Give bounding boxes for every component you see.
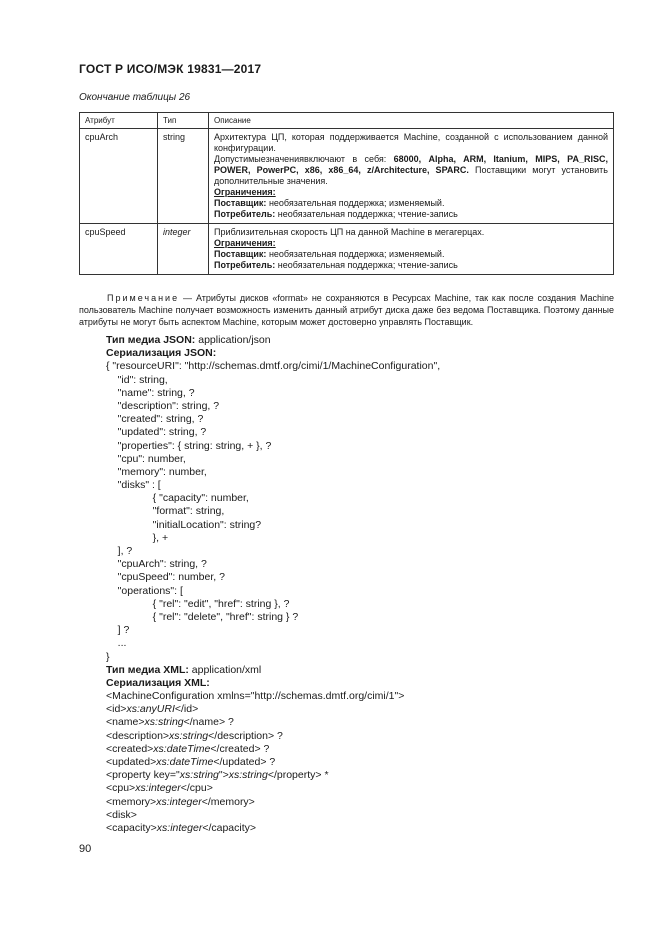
provider-text: необязательная поддержка; изменяемый. xyxy=(266,249,445,259)
code-line xyxy=(106,440,440,453)
code-segment: "initialLocation": string? xyxy=(106,518,262,531)
code-segment: xs:integer xyxy=(156,795,202,808)
code-segment: <property key=" xyxy=(106,769,180,782)
code-segment: </capacity> xyxy=(202,821,257,834)
code-segment: "properties": { string: string, + }, ? xyxy=(106,439,272,452)
code-line xyxy=(106,598,440,611)
code-segment: "format": string, xyxy=(106,505,225,518)
code-line xyxy=(106,426,440,439)
header-description: Описание xyxy=(209,113,614,129)
code-segment: xs:anyURI xyxy=(126,703,175,716)
code-line xyxy=(106,453,440,466)
allowed-list: 68000, Alpha, ARM, Itanium, MIPS, PA_RISC, POWER, PowerPC, x86, x86_64, z/Architecture, SPARC. xyxy=(214,154,608,175)
code-line xyxy=(106,479,440,492)
code-segment: xs:string xyxy=(179,769,219,782)
code-line xyxy=(106,716,440,729)
code-segment: "id": string, xyxy=(106,373,168,386)
attributes-table xyxy=(79,112,614,275)
cell-type: string xyxy=(158,129,209,224)
code-segment: xs:integer xyxy=(156,821,203,834)
code-line xyxy=(106,796,440,809)
restrictions-label: Ограничения: xyxy=(214,187,276,197)
code-line xyxy=(106,558,440,571)
code-segment: "memory": number, xyxy=(106,465,207,478)
page-number: 90 xyxy=(79,843,92,855)
code-segment: application/json xyxy=(195,334,271,346)
code-segment: </memory> xyxy=(201,795,255,808)
cell-attribute: cpuArch xyxy=(80,129,158,224)
provider-line xyxy=(214,249,608,260)
code-line xyxy=(106,505,440,518)
code-segment: Тип медиа XML: xyxy=(106,663,189,676)
code-segment: { "rel": "delete", "href": string } ? xyxy=(106,610,299,623)
cell-description xyxy=(209,129,614,224)
code-line xyxy=(106,571,440,584)
code-segment: xs:string xyxy=(144,716,184,729)
code-segment: xs:dateTime xyxy=(156,756,214,768)
code-line xyxy=(106,730,440,743)
code-segment: xs:integer xyxy=(135,782,181,795)
code-line xyxy=(106,519,440,532)
code-line xyxy=(106,822,440,835)
code-segment: xs:dateTime xyxy=(153,742,211,755)
code-line xyxy=(106,360,440,373)
table-row xyxy=(80,129,614,224)
code-segment: Тип медиа JSON: xyxy=(106,334,196,346)
document-header: ГОСТ Р ИСО/МЭК 19831—2017 xyxy=(79,62,262,76)
code-line xyxy=(106,677,440,690)
restrictions-label: Ограничения: xyxy=(214,238,276,248)
allowed-values xyxy=(214,154,608,187)
code-segment: <created> xyxy=(106,742,154,755)
code-segment: ... xyxy=(106,637,127,650)
table-caption: Окончание таблицы 26 xyxy=(79,92,191,103)
allowed-prefix: Допустимыезначениявключают в себя: xyxy=(214,154,394,164)
header-type: Тип xyxy=(158,113,209,129)
note-text: — Атрибуты дисков «format» не сохраняются в Ресурсах Machine, так как после создания Machine пользователь Machine получает возможность изменить данный атрибут диска даже без ведома Поставщика. Поэтому данные атрибуты не могут быть аспектом Machine, которым может достоверно управлять Поставщик. xyxy=(79,293,614,327)
code-segment: </created> ? xyxy=(210,742,270,755)
provider-text: необязательная поддержка; изменяемый. xyxy=(266,198,445,208)
allowed-suffix: Поставщики могут установить дополнительные значения. xyxy=(214,165,608,186)
code-line xyxy=(106,703,440,716)
code-segment: Сериализация JSON: xyxy=(106,347,217,360)
cell-description xyxy=(209,224,614,275)
code-line xyxy=(106,690,440,703)
code-segment: <cpu> xyxy=(106,782,136,795)
code-line xyxy=(106,532,440,545)
consumer-label: Потребитель: xyxy=(214,260,276,270)
code-segment: }, + xyxy=(106,531,169,544)
description-text: Архитектура ЦП, которая поддерживается Machine, созданной с использованием данной конфигурации. xyxy=(214,132,608,153)
table-row xyxy=(80,224,614,275)
code-line xyxy=(106,664,440,677)
code-line xyxy=(106,413,440,426)
code-segment: ] ? xyxy=(106,624,130,637)
code-line xyxy=(106,387,440,400)
code-segment: </name> ? xyxy=(183,716,234,729)
code-segment: } xyxy=(106,650,110,663)
code-segment: <capacity> xyxy=(106,821,157,834)
code-segment: { "rel": "edit", "href": string }, ? xyxy=(106,597,290,610)
code-segment: <description> xyxy=(106,729,170,742)
code-segment: { "capacity": number, xyxy=(106,492,249,505)
code-line xyxy=(106,651,440,664)
code-segment: </property> * xyxy=(267,769,329,782)
code-segment: </id> xyxy=(174,703,199,716)
code-segment: xs:string xyxy=(169,729,209,742)
code-segment: <disk> xyxy=(106,808,137,821)
code-line xyxy=(106,466,440,479)
code-line xyxy=(106,624,440,637)
note-label: Примечание xyxy=(107,293,180,303)
code-line xyxy=(106,782,440,795)
code-segment: xs:string xyxy=(228,769,268,782)
code-segment: "updated": string, ? xyxy=(106,426,207,439)
table-note xyxy=(79,292,614,328)
code-segment: "created": string, ? xyxy=(106,413,204,426)
code-segment: <memory> xyxy=(106,795,157,808)
consumer-text: необязательная поддержка; чтение-запись xyxy=(275,260,458,270)
code-segment: "disks" : [ xyxy=(106,479,161,492)
code-segment: "> xyxy=(218,769,229,782)
code-line xyxy=(106,611,440,624)
cell-attribute: cpuSpeed xyxy=(80,224,158,275)
provider-label: Поставщик: xyxy=(214,249,267,259)
code-line xyxy=(106,769,440,782)
code-line xyxy=(106,585,440,598)
code-segment: "operations": [ xyxy=(106,584,183,597)
consumer-label: Потребитель: xyxy=(214,209,276,219)
code-segment: </description> ? xyxy=(208,729,283,742)
code-line xyxy=(106,545,440,558)
code-segment: "cpuArch": string, ? xyxy=(106,558,207,571)
code-line xyxy=(106,400,440,413)
consumer-line xyxy=(214,209,608,220)
consumer-text: необязательная поддержка; чтение-запись xyxy=(275,209,458,219)
code-segment: <name> xyxy=(106,716,145,729)
code-line xyxy=(106,637,440,650)
code-segment: </updated> ? xyxy=(213,756,276,768)
code-segment: <updated> xyxy=(106,756,157,768)
code-segment: { "resourceURI": "http://schemas.dmtf.org/cimi/1/MachineConfiguration", xyxy=(106,360,441,373)
code-segment: <MachineConfiguration xmlns="http://schemas.dmtf.org/cimi/1"> xyxy=(106,690,405,703)
table-header-row xyxy=(80,113,614,129)
code-segment: "cpuSpeed": number, ? xyxy=(106,571,225,584)
consumer-line xyxy=(214,260,608,271)
cell-type: integer xyxy=(158,224,209,275)
code-line xyxy=(106,492,440,505)
code-line xyxy=(106,347,440,360)
serialization-listing xyxy=(106,334,440,835)
code-segment: <id> xyxy=(106,703,127,716)
code-line xyxy=(106,743,440,756)
code-segment: ], ? xyxy=(106,545,133,557)
provider-label: Поставщик: xyxy=(214,198,267,208)
provider-line xyxy=(214,198,608,209)
header-attribute: Атрибут xyxy=(80,113,158,129)
code-line xyxy=(106,809,440,822)
code-segment: "cpu": number, xyxy=(106,452,186,465)
code-line xyxy=(106,756,440,769)
code-segment: "description": string, ? xyxy=(106,399,220,412)
code-segment: </cpu> xyxy=(180,782,213,795)
code-segment: "name": string, ? xyxy=(106,386,195,399)
description-text: Приблизительная скорость ЦП на данной Machine в мегагерцах. xyxy=(214,227,485,237)
code-line xyxy=(106,334,440,347)
code-segment: Сериализация XML: xyxy=(106,676,210,689)
code-segment: application/xml xyxy=(188,663,262,676)
code-line xyxy=(106,374,440,387)
